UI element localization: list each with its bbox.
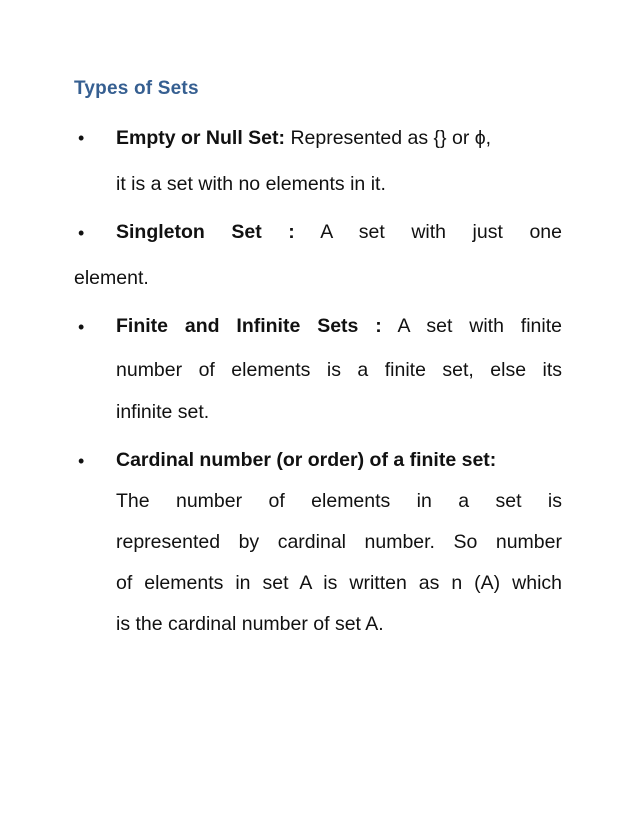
bullet-icon: • xyxy=(78,223,85,243)
item-text: The number of elements in a set is xyxy=(116,490,562,512)
item-term: Finite and Infinite Sets : xyxy=(116,315,382,337)
bullet-icon: • xyxy=(78,451,85,471)
item-finite-line-1 xyxy=(116,314,562,338)
item-singleton-line-1 xyxy=(116,220,562,244)
item-text: element. xyxy=(74,267,149,289)
bullet-icon: • xyxy=(78,317,85,337)
item-text: A set with just one xyxy=(320,221,562,243)
item-text: number of elements is a finite set, else its xyxy=(116,359,562,381)
item-term: Singleton Set : xyxy=(116,221,295,243)
item-empty-set-line-1 xyxy=(116,126,562,150)
item-text: is the cardinal number of set A. xyxy=(116,613,384,635)
section-heading: Types of Sets xyxy=(74,78,199,99)
item-text: infinite set. xyxy=(116,401,210,423)
item-text: A set with finite xyxy=(397,315,562,337)
item-text: of elements in set A is written as n (A) which xyxy=(116,572,562,594)
bullet-icon: • xyxy=(78,128,85,148)
item-text: it is a set with no elements in it. xyxy=(116,173,386,195)
item-text: represented by cardinal number. So number xyxy=(116,531,562,553)
item-text: Represented as {} or ϕ, xyxy=(285,127,492,149)
item-term: Empty or Null Set: xyxy=(116,127,286,149)
item-term: Cardinal number (or order) of a finite set: xyxy=(116,449,497,471)
